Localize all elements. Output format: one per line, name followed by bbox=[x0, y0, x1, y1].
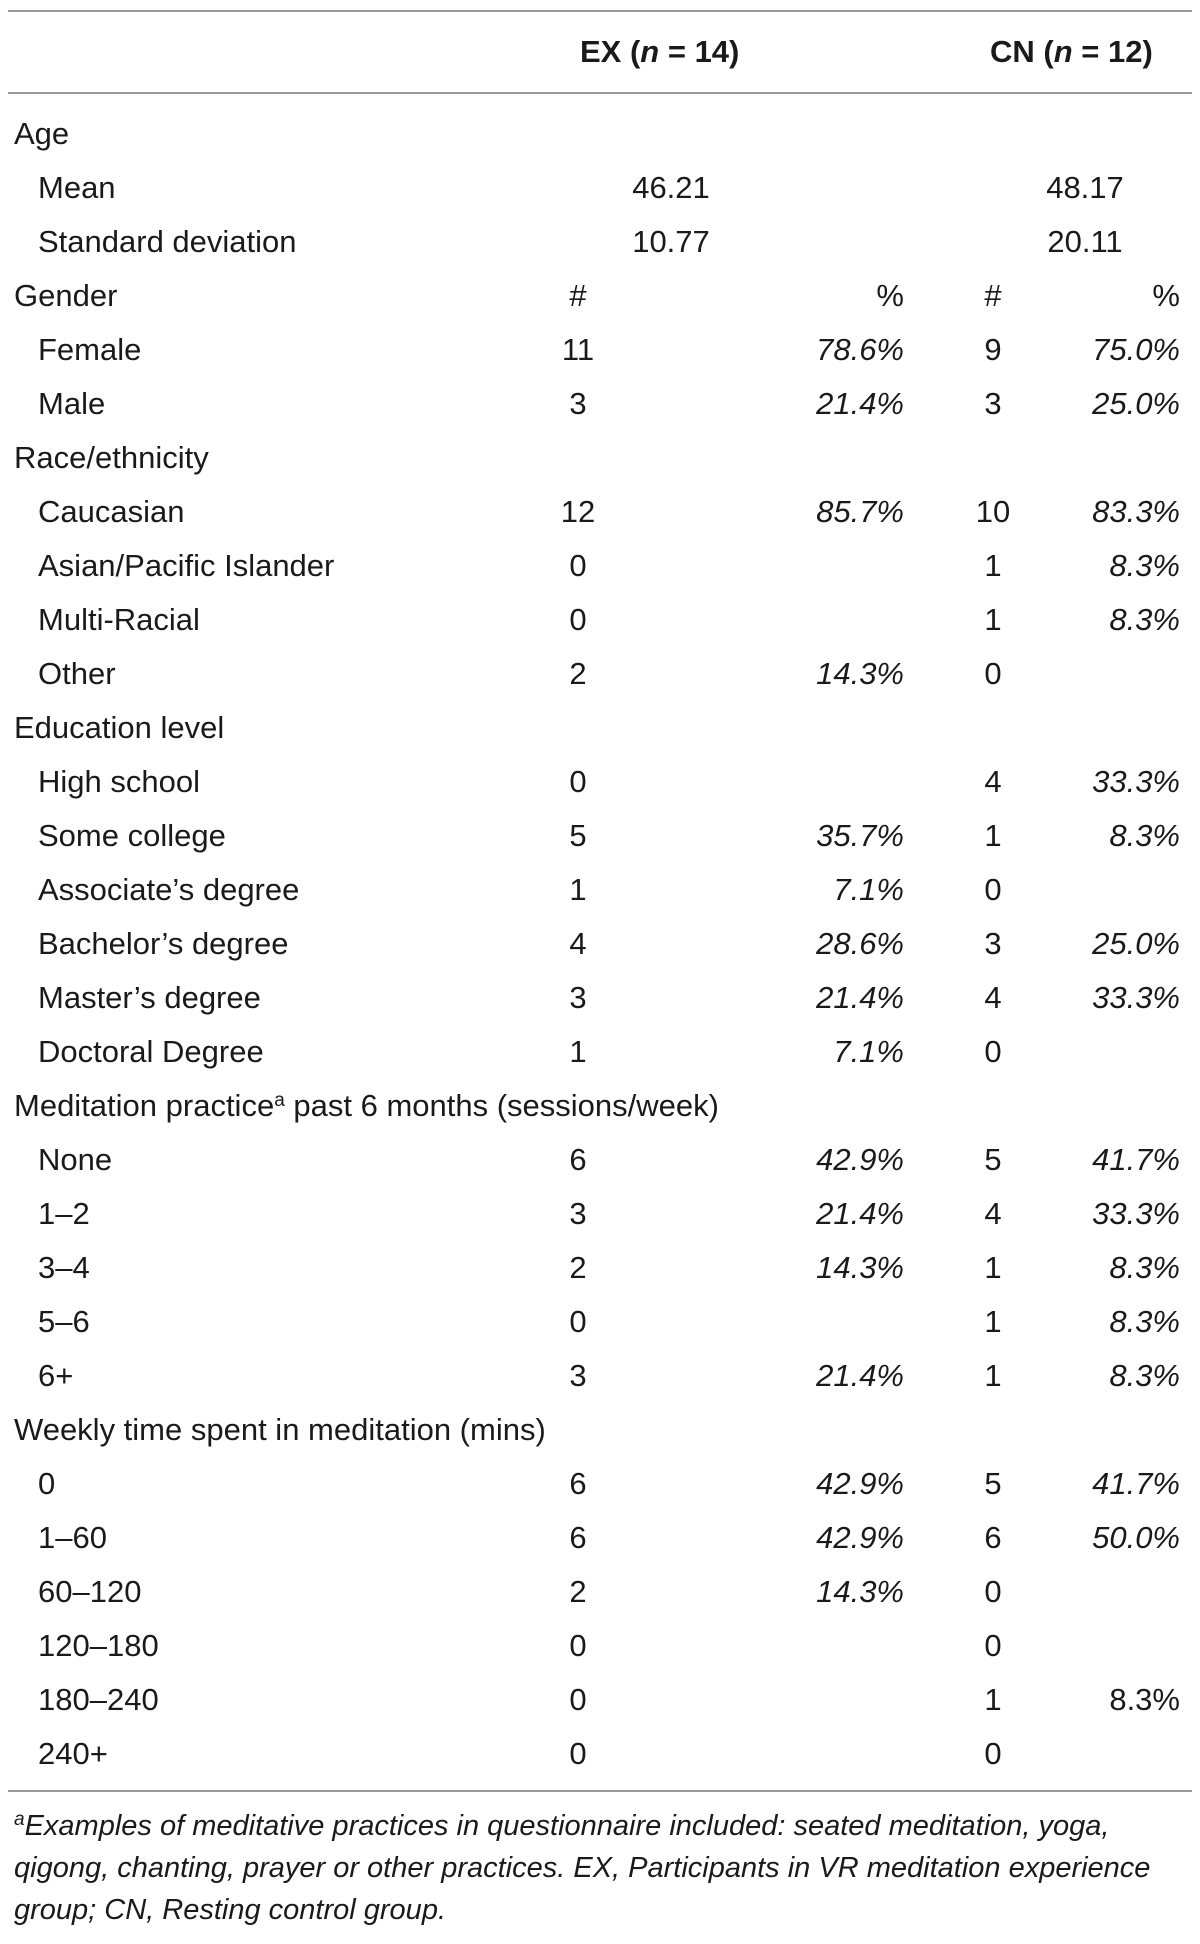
cn-count: 1 bbox=[984, 1304, 1002, 1339]
ex-count: 0 bbox=[569, 1682, 587, 1717]
section-heading-education bbox=[0, 701, 1200, 755]
row-label: 0 bbox=[38, 1466, 56, 1501]
cn-percent: 8.3% bbox=[1109, 548, 1180, 583]
row-label: None bbox=[38, 1142, 113, 1177]
table-row bbox=[0, 1349, 1200, 1403]
row-label: Education level bbox=[14, 710, 225, 745]
cn-percent: 41.7% bbox=[1092, 1142, 1180, 1177]
row-label: High school bbox=[38, 764, 200, 799]
table-row bbox=[0, 809, 1200, 863]
ex-percent: 21.4% bbox=[816, 1196, 904, 1231]
header-ex-group: EX (n = 14) bbox=[580, 34, 740, 69]
row-label: Some college bbox=[38, 818, 226, 853]
cn-count: 4 bbox=[984, 1196, 1002, 1231]
row-label: 3–4 bbox=[38, 1250, 90, 1285]
row-label: Other bbox=[38, 656, 116, 691]
ex-percent: 14.3% bbox=[816, 1574, 904, 1609]
ex-percent-header: % bbox=[876, 278, 904, 313]
ex-percent bbox=[760, 1727, 904, 1781]
table-row bbox=[0, 539, 1200, 593]
row-label: Caucasian bbox=[38, 494, 185, 529]
ex-count: 0 bbox=[569, 548, 587, 583]
ex-count: 0 bbox=[569, 1736, 587, 1771]
cn-count: 4 bbox=[984, 980, 1002, 1015]
footnote-marker: a bbox=[14, 1809, 25, 1830]
footnote-text: Examples of meditative practices in questionnaire included: seated meditation, yoga, qigong, chanting, prayer or other practices. EX, Participants in VR meditation experience group; CN, Resting control group. bbox=[14, 1810, 1151, 1926]
ex-percent bbox=[760, 593, 904, 647]
table-row bbox=[0, 1727, 1200, 1781]
table-row bbox=[0, 755, 1200, 809]
table-row bbox=[0, 1565, 1200, 1619]
row-label: Multi-Racial bbox=[38, 602, 200, 637]
ex-percent bbox=[760, 755, 904, 809]
ex-count: 0 bbox=[569, 764, 587, 799]
cn-count: 0 bbox=[984, 1736, 1002, 1771]
ex-percent: 21.4% bbox=[816, 980, 904, 1015]
row-label: Associate’s degree bbox=[38, 872, 300, 907]
table-row bbox=[0, 971, 1200, 1025]
cn-count: 3 bbox=[984, 386, 1002, 421]
ex-percent bbox=[760, 1673, 904, 1727]
cn-percent bbox=[1040, 1565, 1180, 1619]
row-label: Male bbox=[38, 386, 106, 421]
table-row bbox=[0, 1295, 1200, 1349]
table-row bbox=[0, 647, 1200, 701]
cn-count: 6 bbox=[984, 1520, 1002, 1555]
table-row bbox=[0, 1511, 1200, 1565]
cn-mean-value: 48.17 bbox=[1046, 170, 1124, 205]
ex-percent: 78.6% bbox=[816, 332, 904, 367]
table-header bbox=[0, 12, 1200, 92]
cn-percent: 8.3% bbox=[1109, 1250, 1180, 1285]
cn-percent-header: % bbox=[1152, 278, 1180, 313]
ex-count: 6 bbox=[569, 1466, 587, 1501]
table-row bbox=[0, 1133, 1200, 1187]
ex-sd-value: 10.77 bbox=[632, 224, 710, 259]
ex-percent: 42.9% bbox=[816, 1466, 904, 1501]
table-row bbox=[0, 1619, 1200, 1673]
cn-count: 1 bbox=[984, 602, 1002, 637]
row-label: Standard deviation bbox=[38, 224, 297, 259]
row-label: Female bbox=[38, 332, 142, 367]
row-label: 6+ bbox=[38, 1358, 74, 1393]
ex-count: 1 bbox=[569, 1034, 587, 1069]
ex-percent bbox=[760, 1619, 904, 1673]
ex-percent: 7.1% bbox=[833, 872, 904, 907]
row-label: 1–60 bbox=[38, 1520, 107, 1555]
row-label: 60–120 bbox=[38, 1574, 142, 1609]
cn-percent: 50.0% bbox=[1092, 1520, 1180, 1555]
ex-count-header: # bbox=[569, 278, 587, 313]
ex-count: 2 bbox=[569, 656, 587, 691]
cn-percent: 75.0% bbox=[1092, 332, 1180, 367]
ex-count: 5 bbox=[569, 818, 587, 853]
ex-percent bbox=[760, 1295, 904, 1349]
ex-percent: 7.1% bbox=[833, 1034, 904, 1069]
table-row bbox=[0, 1457, 1200, 1511]
row-label: Weekly time spent in meditation (mins) bbox=[14, 1412, 546, 1447]
table-row bbox=[0, 863, 1200, 917]
row-label: Asian/Pacific Islander bbox=[38, 548, 335, 583]
row-label: Bachelor’s degree bbox=[38, 926, 289, 961]
cn-count: 1 bbox=[984, 548, 1002, 583]
cn-count: 5 bbox=[984, 1466, 1002, 1501]
table-row bbox=[0, 215, 1200, 269]
cn-percent: 25.0% bbox=[1092, 386, 1180, 421]
cn-sd-value: 20.11 bbox=[1047, 224, 1123, 259]
cn-percent: 83.3% bbox=[1092, 494, 1180, 529]
bottom-rule bbox=[8, 1790, 1192, 1792]
ex-count: 6 bbox=[569, 1142, 587, 1177]
cn-count: 9 bbox=[984, 332, 1002, 367]
ex-count: 4 bbox=[569, 926, 587, 961]
header-rule bbox=[8, 92, 1192, 94]
cn-count: 0 bbox=[984, 1628, 1002, 1663]
table-footnote bbox=[14, 1805, 1186, 1931]
ex-count: 3 bbox=[569, 386, 587, 421]
cn-count: 0 bbox=[984, 1574, 1002, 1609]
row-label: Meditation practice$^a$ past 6 months (sessions/week) bbox=[14, 1088, 719, 1123]
cn-count: 1 bbox=[984, 1358, 1002, 1393]
cn-percent bbox=[1040, 647, 1180, 701]
section-heading-meditation bbox=[0, 1079, 1200, 1133]
table-row bbox=[0, 1025, 1200, 1079]
section-heading-age bbox=[0, 107, 1200, 161]
table-row bbox=[0, 917, 1200, 971]
table-row bbox=[0, 1241, 1200, 1295]
cn-count: 4 bbox=[984, 764, 1002, 799]
ex-mean-value: 46.21 bbox=[632, 170, 710, 205]
ex-count: 2 bbox=[569, 1250, 587, 1285]
cn-count: 3 bbox=[984, 926, 1002, 961]
section-heading-race bbox=[0, 431, 1200, 485]
ex-percent: 85.7% bbox=[816, 494, 904, 529]
ex-percent: 21.4% bbox=[816, 1358, 904, 1393]
ex-percent: 28.6% bbox=[816, 926, 904, 961]
cn-percent: 8.3% bbox=[1109, 1304, 1180, 1339]
table-row bbox=[0, 161, 1200, 215]
header-cn-group: CN (n = 12) bbox=[990, 34, 1153, 69]
cn-percent: 33.3% bbox=[1092, 980, 1180, 1015]
ex-count: 3 bbox=[569, 1358, 587, 1393]
ex-count: 12 bbox=[560, 494, 596, 529]
cn-percent bbox=[1040, 863, 1180, 917]
cn-percent: 8.3% bbox=[1109, 1682, 1180, 1717]
cn-count-header: # bbox=[984, 278, 1002, 313]
table-row bbox=[0, 1673, 1200, 1727]
table-row bbox=[0, 323, 1200, 377]
ex-percent: 14.3% bbox=[816, 1250, 904, 1285]
ex-count: 11 bbox=[561, 332, 595, 367]
cn-count: 5 bbox=[984, 1142, 1002, 1177]
ex-percent: 35.7% bbox=[816, 818, 904, 853]
row-label: 240+ bbox=[38, 1736, 108, 1771]
cn-percent: 33.3% bbox=[1092, 1196, 1180, 1231]
ex-percent: 42.9% bbox=[816, 1520, 904, 1555]
row-label: Doctoral Degree bbox=[38, 1034, 264, 1069]
ex-count: 3 bbox=[569, 980, 587, 1015]
cn-percent: 25.0% bbox=[1092, 926, 1180, 961]
cn-percent: 33.3% bbox=[1092, 764, 1180, 799]
row-label: Mean bbox=[38, 170, 116, 205]
table-row bbox=[0, 1187, 1200, 1241]
ex-percent: 21.4% bbox=[816, 386, 904, 421]
ex-percent bbox=[760, 539, 904, 593]
cn-percent: 8.3% bbox=[1109, 818, 1180, 853]
row-label: Age bbox=[14, 116, 70, 151]
row-label: Master’s degree bbox=[38, 980, 261, 1015]
ex-count: 0 bbox=[569, 1628, 587, 1663]
cn-count: 10 bbox=[975, 494, 1011, 529]
cn-percent bbox=[1040, 1619, 1180, 1673]
table-row bbox=[0, 377, 1200, 431]
cn-count: 0 bbox=[984, 872, 1002, 907]
table-row bbox=[0, 485, 1200, 539]
cn-percent: 8.3% bbox=[1109, 1358, 1180, 1393]
ex-percent: 14.3% bbox=[816, 656, 904, 691]
row-label: Gender bbox=[14, 278, 118, 313]
ex-percent: 42.9% bbox=[816, 1142, 904, 1177]
section-heading-gender bbox=[0, 269, 1200, 323]
ex-count: 6 bbox=[569, 1520, 587, 1555]
cn-count: 1 bbox=[984, 818, 1002, 853]
row-label: 120–180 bbox=[38, 1628, 159, 1663]
section-heading-weekly-time bbox=[0, 1403, 1200, 1457]
cn-percent: 41.7% bbox=[1092, 1466, 1180, 1501]
cn-count: 1 bbox=[984, 1250, 1002, 1285]
ex-count: 3 bbox=[569, 1196, 587, 1231]
row-label: Race/ethnicity bbox=[14, 440, 209, 475]
table-row bbox=[0, 593, 1200, 647]
row-label: 1–2 bbox=[38, 1196, 90, 1231]
row-label: 180–240 bbox=[38, 1682, 159, 1717]
cn-percent: 8.3% bbox=[1109, 602, 1180, 637]
cn-count: 0 bbox=[984, 656, 1002, 691]
cn-percent bbox=[1040, 1025, 1180, 1079]
ex-count: 1 bbox=[569, 872, 587, 907]
cn-count: 0 bbox=[984, 1034, 1002, 1069]
ex-count: 2 bbox=[569, 1574, 587, 1609]
cn-percent bbox=[1040, 1727, 1180, 1781]
cn-count: 1 bbox=[984, 1682, 1002, 1717]
ex-count: 0 bbox=[569, 1304, 587, 1339]
row-label: 5–6 bbox=[38, 1304, 90, 1339]
ex-count: 0 bbox=[569, 602, 587, 637]
